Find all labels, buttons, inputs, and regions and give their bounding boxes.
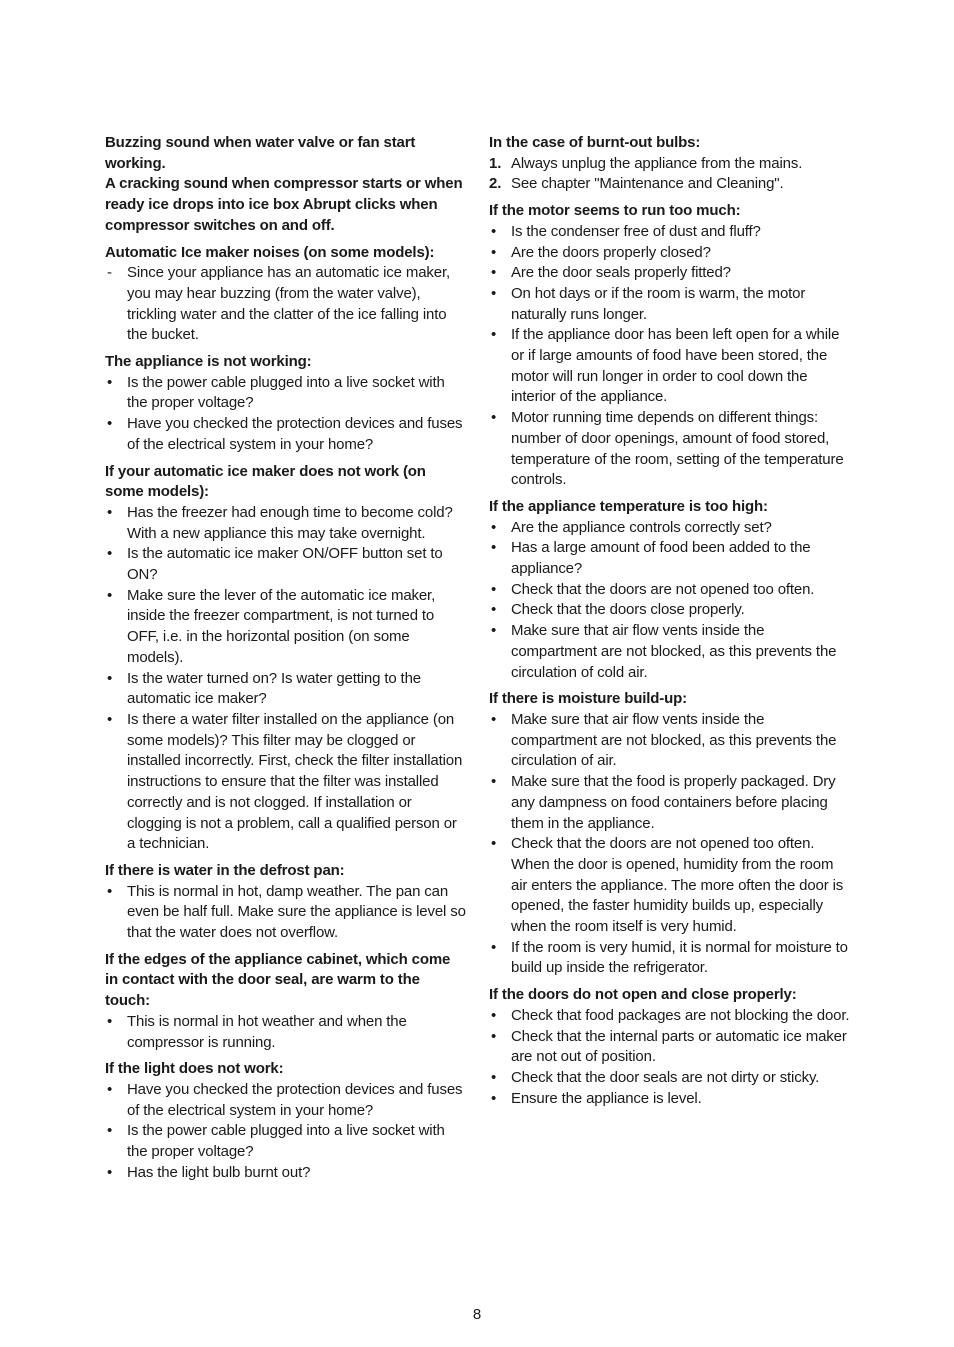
list-item xyxy=(489,600,851,621)
bullet-list xyxy=(105,263,467,346)
list-item-text: Make sure that air flow vents inside the compartment are not blocked, as this prevents the circulation of cold air. xyxy=(511,622,837,681)
section xyxy=(105,243,467,347)
bullet-marker: • xyxy=(491,710,497,728)
bullet-list xyxy=(489,222,851,491)
list-item-text: Check that the internal parts or automatic ice maker are not out of position. xyxy=(511,1027,847,1066)
section-heading: If the appliance temperature is too high: xyxy=(489,497,768,515)
bullet-marker: • xyxy=(491,243,497,261)
section xyxy=(105,462,467,855)
list-item xyxy=(489,1068,851,1089)
section-heading: If the edges of the appliance cabinet, which come in contact with the door seal, are warm to the touch: xyxy=(105,950,451,1010)
list-item-text: Are the door seals properly fitted? xyxy=(511,264,731,282)
list-item xyxy=(489,222,851,243)
list-item xyxy=(105,414,467,455)
section-heading: If the motor seems to run too much: xyxy=(489,202,741,220)
list-item xyxy=(489,325,851,408)
section-heading: If there is water in the defrost pan: xyxy=(105,861,345,879)
list-item xyxy=(489,580,851,601)
bullet-marker: • xyxy=(491,264,497,282)
page-number: 8 xyxy=(472,1306,482,1323)
list-item-text: Is the automatic ice maker ON/OFF button set to ON? xyxy=(127,545,443,584)
list-item xyxy=(489,1089,851,1110)
list-item xyxy=(105,1163,467,1184)
list-item-text: This is normal in hot, damp weather. The pan can even be half full. Make sure the appliance is level so that the water does not overflow. xyxy=(127,882,466,942)
list-item xyxy=(489,772,851,834)
bullet-list xyxy=(105,373,467,456)
section xyxy=(105,352,467,456)
list-item xyxy=(105,710,467,855)
bullet-marker: • xyxy=(107,545,113,563)
section xyxy=(105,1059,467,1183)
list-item xyxy=(489,518,851,539)
bullet-marker: • xyxy=(107,1122,113,1140)
list-item xyxy=(489,1006,851,1027)
list-item-text: Ensure the appliance is level. xyxy=(511,1089,702,1107)
list-item xyxy=(105,669,467,710)
list-item-text: Make sure the lever of the automatic ice maker, inside the freezer compartment, is not turned to OFF, i.e. in the horizontal position (on some models). xyxy=(127,586,436,666)
list-item-text: Are the doors properly closed? xyxy=(511,243,711,261)
bullet-marker: • xyxy=(491,773,497,791)
section-heading: In the case of burnt-out bulbs: xyxy=(489,134,701,151)
section-heading: A cracking sound when compressor starts or when ready ice drops into ice box Abrupt clicks when compressor switches on and off. xyxy=(105,175,463,234)
list-item-text: On hot days or if the room is warm, the motor naturally runs longer. xyxy=(511,284,806,323)
list-item-text: Make sure that the food is properly packaged. Dry any dampness on food containers before placing them in the appliance. xyxy=(511,773,836,832)
list-item-text: See chapter "Maintenance and Cleaning". xyxy=(511,175,784,193)
bullet-marker: • xyxy=(491,326,497,344)
list-item-text: Check that the doors close properly. xyxy=(511,601,745,619)
list-item-text: Is the water turned on? Is water getting to the automatic ice maker? xyxy=(127,669,421,708)
bullet-marker: • xyxy=(491,222,497,240)
bullet-marker: • xyxy=(107,1163,113,1181)
list-item xyxy=(489,710,851,772)
section-heading: If the light does not work: xyxy=(105,1060,284,1078)
section xyxy=(105,861,467,944)
list-item xyxy=(489,408,851,491)
section xyxy=(105,133,467,237)
bullet-marker: • xyxy=(491,518,497,536)
list-item-text: Is the power cable plugged into a live socket with the proper voltage? xyxy=(127,373,445,412)
list-item xyxy=(489,243,851,264)
bullet-marker: • xyxy=(107,586,113,604)
bullet-marker: • xyxy=(107,1012,113,1030)
numbered-list xyxy=(489,154,851,195)
list-item xyxy=(105,373,467,414)
list-item-text: Have you checked the protection devices and fuses of the electrical system in your home? xyxy=(127,415,463,453)
list-item-text: Make sure that air flow vents inside the compartment are not blocked, as this prevents the circulation of air. xyxy=(511,710,837,770)
bullet-marker: • xyxy=(491,1006,497,1024)
list-item-text: If the appliance door has been left open for a while or if large amounts of food have been stored, the motor will run longer in order to cool down the interior of the appliance. xyxy=(511,326,840,406)
list-item xyxy=(105,503,467,544)
bullet-marker: • xyxy=(491,284,497,302)
section xyxy=(489,497,851,683)
list-item xyxy=(489,174,851,195)
list-item xyxy=(105,263,467,346)
bullet-marker: • xyxy=(107,503,113,521)
bullet-list xyxy=(105,1012,467,1053)
list-number: 2. xyxy=(489,175,502,193)
bullet-list xyxy=(489,1006,851,1110)
bullet-list xyxy=(105,1080,467,1184)
section xyxy=(489,689,851,979)
bullet-marker: • xyxy=(491,835,497,853)
bullet-marker: • xyxy=(107,1080,113,1098)
bullet-marker: • xyxy=(491,622,497,640)
bullet-list xyxy=(489,518,851,684)
section-heading: Automatic Ice maker noises (on some models): xyxy=(105,243,435,261)
list-item xyxy=(489,154,851,175)
list-item-text: Has the light bulb burnt out? xyxy=(127,1163,311,1181)
list-item xyxy=(489,938,851,979)
section xyxy=(489,201,851,491)
list-item xyxy=(105,1012,467,1053)
section-heading: If there is moisture build-up: xyxy=(489,690,688,708)
list-item xyxy=(489,263,851,284)
list-item-text: Check that the door seals are not dirty or sticky. xyxy=(511,1068,820,1086)
list-item xyxy=(489,1027,851,1068)
bullet-marker: • xyxy=(107,373,113,391)
bullet-marker: • xyxy=(491,409,497,427)
bullet-marker: • xyxy=(491,580,497,598)
list-item-text: This is normal in hot weather and when the compressor is running. xyxy=(127,1012,407,1051)
section-heading: If your automatic ice maker does not work (on some models): xyxy=(105,462,426,501)
bullet-marker: • xyxy=(107,882,113,900)
list-item-text: Check that food packages are not blocking the door. xyxy=(511,1006,850,1024)
bullet-marker: • xyxy=(491,938,497,956)
list-item-text: Has the freezer had enough time to become cold? With a new appliance this may take overnight. xyxy=(127,503,453,542)
list-number: 1. xyxy=(489,154,502,172)
section-heading: Buzzing sound when water valve or fan start working. xyxy=(105,134,416,172)
section-heading: If the doors do not open and close properly: xyxy=(489,986,797,1004)
list-item-text: Are the appliance controls correctly set? xyxy=(511,518,772,536)
list-item-text: Is the power cable plugged into a live socket with the proper voltage? xyxy=(127,1122,445,1161)
bullet-marker: - xyxy=(107,264,112,282)
section xyxy=(489,985,851,1109)
left-column xyxy=(105,133,467,1189)
bullet-marker: • xyxy=(107,415,113,433)
bullet-marker: • xyxy=(491,1027,497,1045)
list-item-text: Check that the doors are not opened too often. xyxy=(511,580,815,598)
bullet-marker: • xyxy=(491,1089,497,1107)
bullet-list xyxy=(105,882,467,944)
right-column xyxy=(489,133,851,1115)
list-item-text: Always unplug the appliance from the mains. xyxy=(511,154,803,172)
list-item xyxy=(105,586,467,669)
list-item xyxy=(105,544,467,585)
section xyxy=(489,133,851,195)
section-heading: The appliance is not working: xyxy=(105,353,312,371)
list-item xyxy=(105,882,467,944)
list-item xyxy=(489,621,851,683)
list-item xyxy=(489,284,851,325)
bullet-list xyxy=(105,503,467,855)
bullet-marker: • xyxy=(107,710,113,728)
bullet-marker: • xyxy=(491,1068,497,1086)
list-item-text: Since your appliance has an automatic ice maker, you may hear buzzing (from the water valve), trickling water and the clatter of the ice falling into the bucket. xyxy=(127,264,450,344)
list-item-text: Check that the doors are not opened too often. When the door is opened, humidity from the room air enters the appliance. The more often the door is opened, the faster humidity builds up, especially when the room itself is very humid. xyxy=(511,835,844,936)
list-item xyxy=(105,1080,467,1121)
bullet-marker: • xyxy=(491,539,497,557)
list-item-text: Motor running time depends on different things: number of door openings, amount of food stored, temperature of the room, setting of the temperature controls. xyxy=(511,409,844,489)
bullet-marker: • xyxy=(107,669,113,687)
section xyxy=(105,950,467,1054)
list-item xyxy=(105,1121,467,1162)
list-item-text: If the room is very humid, it is normal for moisture to build up inside the refrigerator. xyxy=(511,938,848,977)
list-item-text: Has a large amount of food been added to the appliance? xyxy=(511,539,811,578)
list-item-text: Is there a water filter installed on the appliance (on some models)? This filter may be clogged or installed incorrectly. First, check the filter installation instructions to ensure that the filter was installed correctly and is not clogged. If installation or clogging is not a problem, call a qualified person or a technician. xyxy=(127,710,463,853)
bullet-marker: • xyxy=(491,601,497,619)
list-item xyxy=(489,538,851,579)
list-item-text: Have you checked the protection devices and fuses of the electrical system in your home? xyxy=(127,1080,463,1119)
list-item xyxy=(489,834,851,938)
list-item-text: Is the condenser free of dust and fluff? xyxy=(511,222,761,240)
bullet-list xyxy=(489,710,851,979)
